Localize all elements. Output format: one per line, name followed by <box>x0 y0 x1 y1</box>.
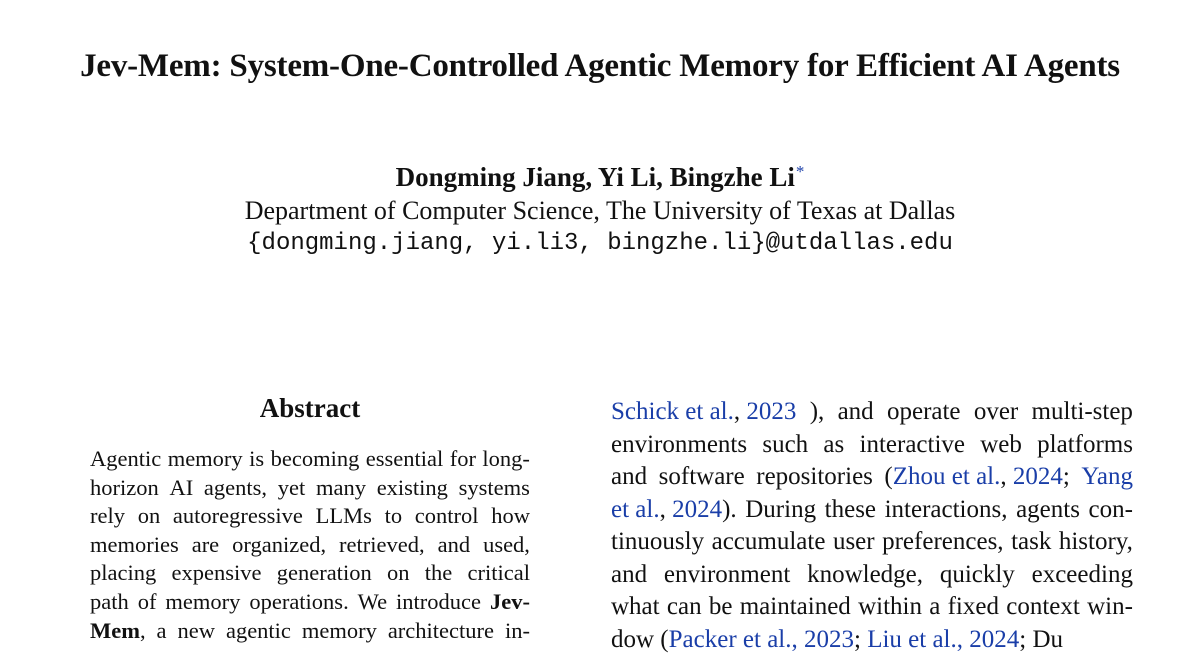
word: how <box>491 502 530 531</box>
abstract-line <box>90 474 530 503</box>
word: retrieved, <box>339 531 425 560</box>
word: these <box>825 494 876 527</box>
word: a <box>157 617 167 646</box>
word-group: (Zhou et al., 2024; <box>884 461 1069 494</box>
word: architecture <box>388 617 494 646</box>
word: control <box>415 502 479 531</box>
intro-line <box>611 559 1133 592</box>
word: of <box>138 588 157 617</box>
word: critical <box>468 559 530 588</box>
word: what <box>611 591 660 624</box>
word: ( <box>884 463 892 490</box>
word: organized, <box>232 531 326 560</box>
citation-link[interactable]: Packer et al., 2023 <box>669 626 854 653</box>
word: as <box>823 429 844 462</box>
word: generation <box>277 559 372 588</box>
word: and <box>611 559 647 592</box>
word: long- <box>482 445 530 474</box>
citation-link[interactable]: Zhou et al., 2024 <box>893 463 1063 490</box>
word: history, <box>1059 526 1133 559</box>
word: memories <box>90 531 179 560</box>
word: rely <box>90 502 125 531</box>
word: interactions, <box>885 494 1008 527</box>
author-line <box>0 162 1200 193</box>
word: agents <box>1016 494 1080 527</box>
word: and <box>838 396 874 429</box>
word: over <box>974 396 1018 429</box>
word: repositories <box>756 461 873 494</box>
word: is <box>249 445 264 474</box>
word: essential <box>366 445 443 474</box>
word: such <box>762 429 808 462</box>
intro-line <box>611 429 1133 462</box>
word: the <box>425 559 453 588</box>
word: multi-step <box>1032 396 1133 429</box>
word: Agentic <box>90 445 161 474</box>
word: platforms <box>1037 429 1133 462</box>
word: agents, <box>204 474 267 503</box>
word: preferences, <box>882 526 1003 559</box>
word: task <box>1011 526 1051 559</box>
word: yet <box>278 474 306 503</box>
word: environment <box>664 559 790 592</box>
word: can <box>667 591 702 624</box>
word: tinuously <box>611 526 704 559</box>
word: win- <box>1087 591 1133 624</box>
word: context <box>1006 591 1080 624</box>
word: During <box>745 494 816 527</box>
intro-line <box>611 494 1133 527</box>
abstract-line <box>90 559 530 588</box>
intro-line <box>611 526 1133 559</box>
abstract-line <box>90 445 530 474</box>
abstract-line <box>90 531 530 560</box>
citation-link[interactable]: Schick et al., 2023 <box>611 396 796 429</box>
abstract-heading: Abstract <box>90 393 530 424</box>
word: new <box>178 617 216 646</box>
word: introduce <box>396 588 481 617</box>
word: maintained <box>740 591 851 624</box>
word: memory <box>302 617 377 646</box>
word: quickly <box>940 559 1015 592</box>
word: environments <box>611 429 747 462</box>
word: memory <box>165 588 240 617</box>
abstract-line <box>90 588 530 617</box>
word: becoming <box>271 445 360 474</box>
word: on <box>138 502 161 531</box>
paper-title: Jev-Mem: System-One-Controlled Agentic Memory for Efficient AI Agents <box>0 48 1200 85</box>
word: on <box>387 559 410 588</box>
word: many <box>316 474 366 503</box>
word: Jev- <box>490 588 530 617</box>
word: autoregressive <box>173 502 303 531</box>
corresponding-author-mark[interactable]: * <box>796 162 805 181</box>
word: a <box>929 591 940 624</box>
citation-link[interactable]: et al., 2024). <box>611 494 737 527</box>
affiliation: Department of Computer Science, The University of Texas at Dallas <box>0 196 1200 226</box>
word: to <box>385 502 403 531</box>
word: expensive <box>172 559 262 588</box>
word: and <box>438 531 471 560</box>
word: We <box>358 588 387 617</box>
word: Mem, <box>90 617 146 646</box>
intro-line <box>611 461 1133 494</box>
abstract-line <box>90 617 530 646</box>
citation-link[interactable]: Yang <box>1081 461 1133 494</box>
abstract-body <box>90 445 530 645</box>
word: are <box>192 531 219 560</box>
word: horizon <box>90 474 159 503</box>
word: and <box>611 461 647 494</box>
introduction-column <box>611 396 1133 656</box>
word: operate <box>887 396 961 429</box>
word: user <box>833 526 875 559</box>
word: web <box>980 429 1022 462</box>
intro-line: dow (Packer et al., 2023; Liu et al., 2024; Du <box>611 624 1133 656</box>
word: in- <box>505 617 530 646</box>
word: memory <box>168 445 243 474</box>
word: ), <box>810 396 825 429</box>
word: operations. <box>249 588 348 617</box>
word: fixed <box>948 591 999 624</box>
intro-line <box>611 396 1133 429</box>
word: agentic <box>226 617 291 646</box>
word: knowledge, <box>807 559 923 592</box>
word: be <box>709 591 733 624</box>
intro-line <box>611 591 1133 624</box>
word: within <box>858 591 922 624</box>
word: systems <box>459 474 530 503</box>
word: AI <box>169 474 193 503</box>
abstract-line <box>90 502 530 531</box>
author-names: Dongming Jiang, Yi Li, Bingzhe Li <box>396 162 795 192</box>
author-email: {dongming.jiang, yi.li3, bingzhe.li}@utdallas.edu <box>0 230 1200 257</box>
word: for <box>450 445 476 474</box>
citation-link[interactable]: Liu et al., 2024 <box>867 626 1019 653</box>
word: path <box>90 588 129 617</box>
word: software <box>659 461 745 494</box>
word: used, <box>483 531 530 560</box>
word: con- <box>1089 494 1133 527</box>
word: accumulate <box>712 526 826 559</box>
word: exceeding <box>1032 559 1133 592</box>
word: LLMs <box>316 502 372 531</box>
word: interactive <box>860 429 966 462</box>
word: existing <box>377 474 448 503</box>
word: placing <box>90 559 156 588</box>
